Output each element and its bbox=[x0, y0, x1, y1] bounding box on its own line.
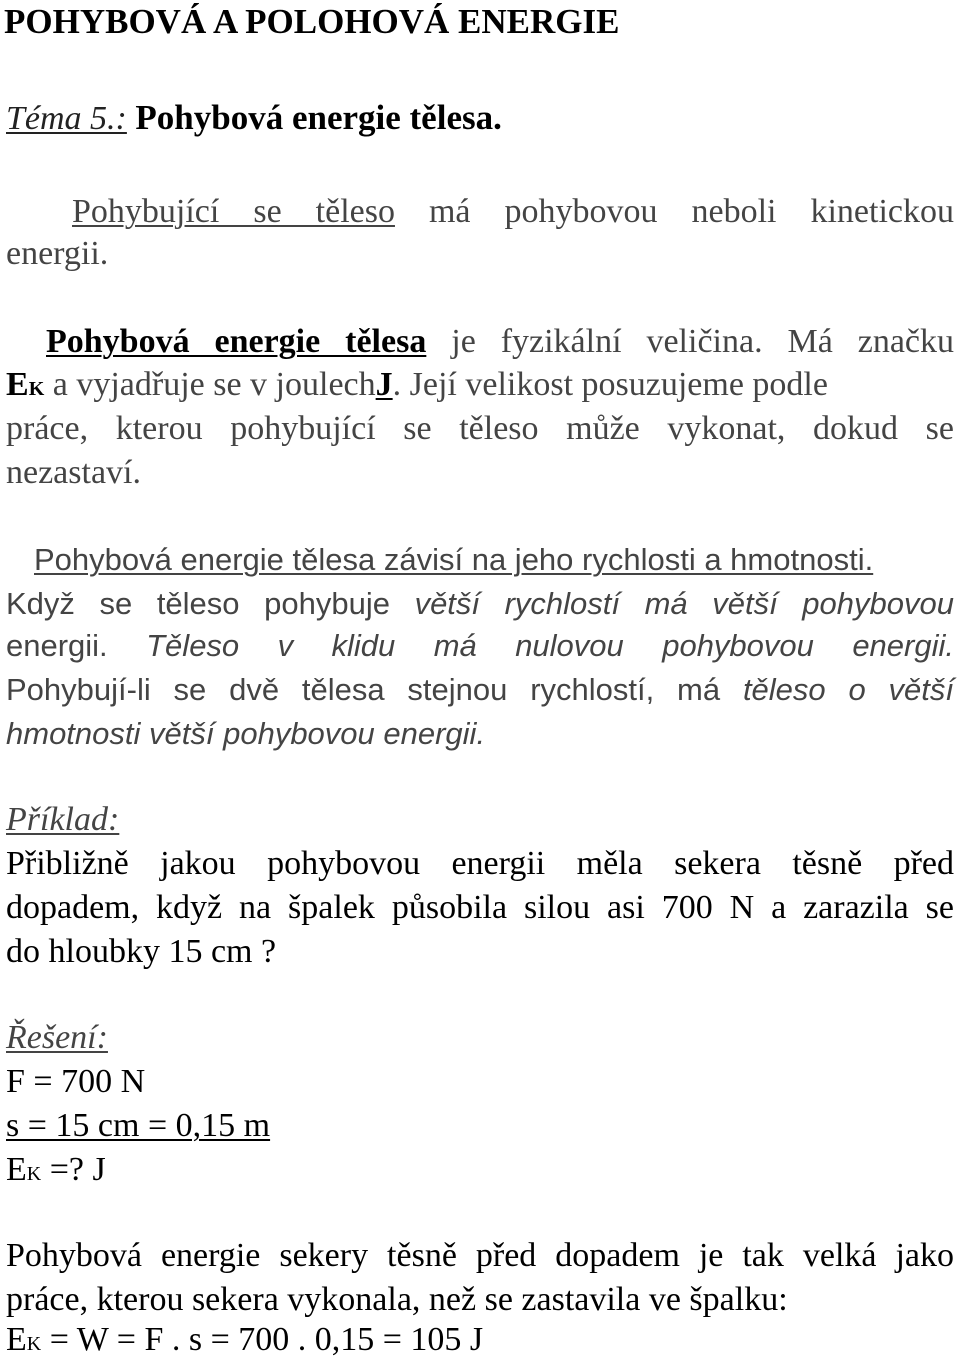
para2-line1-rest: je fyzikální veličina. Má značku bbox=[451, 323, 954, 360]
example-line3: do hloubky 15 cm ? bbox=[6, 933, 277, 970]
para3-line5: hmotnosti větší pohybovou energii. bbox=[6, 716, 486, 751]
para3-line4-italic: těleso o větší bbox=[742, 672, 954, 707]
para2-line4: nezastaví. bbox=[6, 454, 141, 491]
page-title: POHYBOVÁ A POLOHOVÁ ENERGIE bbox=[4, 2, 620, 41]
para1-line1-rest: má pohybovou neboli kinetickou bbox=[428, 193, 955, 230]
solution-text-line2: práce, kterou sekera vykonala, než se zastavila ve špalku: bbox=[6, 1281, 788, 1318]
para2-term: Pohybová energie tělesa bbox=[46, 323, 427, 360]
para3-line4 bbox=[6, 670, 954, 710]
given-force: F = 700 N bbox=[6, 1063, 146, 1100]
para3-line2-italic: větší rychlostí má větší pohybovou bbox=[414, 586, 954, 621]
para3-line2 bbox=[6, 584, 954, 624]
solution-label: Řešení: bbox=[6, 1019, 108, 1056]
topic-line bbox=[6, 98, 502, 139]
solution-result: EK = W = F . s = 700 . 0,15 = 105 J bbox=[6, 1321, 484, 1358]
para3-line2-plain: Když se těleso pohybuje bbox=[6, 586, 390, 621]
example-line1: Přibližně jakou pohybovou energii měla sekera těsně před bbox=[6, 845, 954, 882]
para1-line2: energii. bbox=[6, 235, 109, 272]
para3-line1: Pohybová energie tělesa závisí na jeho rychlosti a hmotnosti. bbox=[34, 542, 874, 577]
para3-line4-plain: Pohybují-li se dvě tělesa stejnou rychlostí, má bbox=[6, 672, 721, 707]
para2-line2-rest: . Její velikost posuzujeme podle bbox=[392, 366, 828, 403]
topic-text: Pohybová energie tělesa. bbox=[135, 98, 502, 137]
para3-line3 bbox=[6, 626, 954, 666]
topic-label: Téma 5.: bbox=[6, 100, 127, 137]
para2-line3: práce, kterou pohybující se těleso může vykonat, dokud se bbox=[6, 410, 954, 447]
para1-underlined: Pohybující se těleso bbox=[72, 193, 395, 230]
para2-line2 bbox=[6, 365, 828, 409]
para3-line3-italic: Těleso v klidu má nulovou pohybovou energii. bbox=[146, 628, 954, 663]
unit-joule: J bbox=[375, 366, 393, 403]
para1-line1 bbox=[6, 192, 954, 232]
example-line2: dopadem, když na špalek působila silou asi 700 N a zarazila se bbox=[6, 889, 954, 926]
solution-text-line1: Pohybová energie sekery těsně před dopadem je tak velká jako bbox=[6, 1237, 954, 1274]
para3-line3-plain: energii. bbox=[6, 628, 108, 663]
energy-symbol: EK bbox=[6, 366, 45, 403]
para2-line1 bbox=[6, 322, 954, 362]
unknown-energy: EK =? J bbox=[6, 1151, 106, 1188]
para2-line2-mid: a vyjadřuje se v joulech bbox=[52, 366, 376, 403]
example-label: Příklad: bbox=[6, 801, 120, 838]
given-distance: s = 15 cm = 0,15 m bbox=[6, 1107, 271, 1144]
